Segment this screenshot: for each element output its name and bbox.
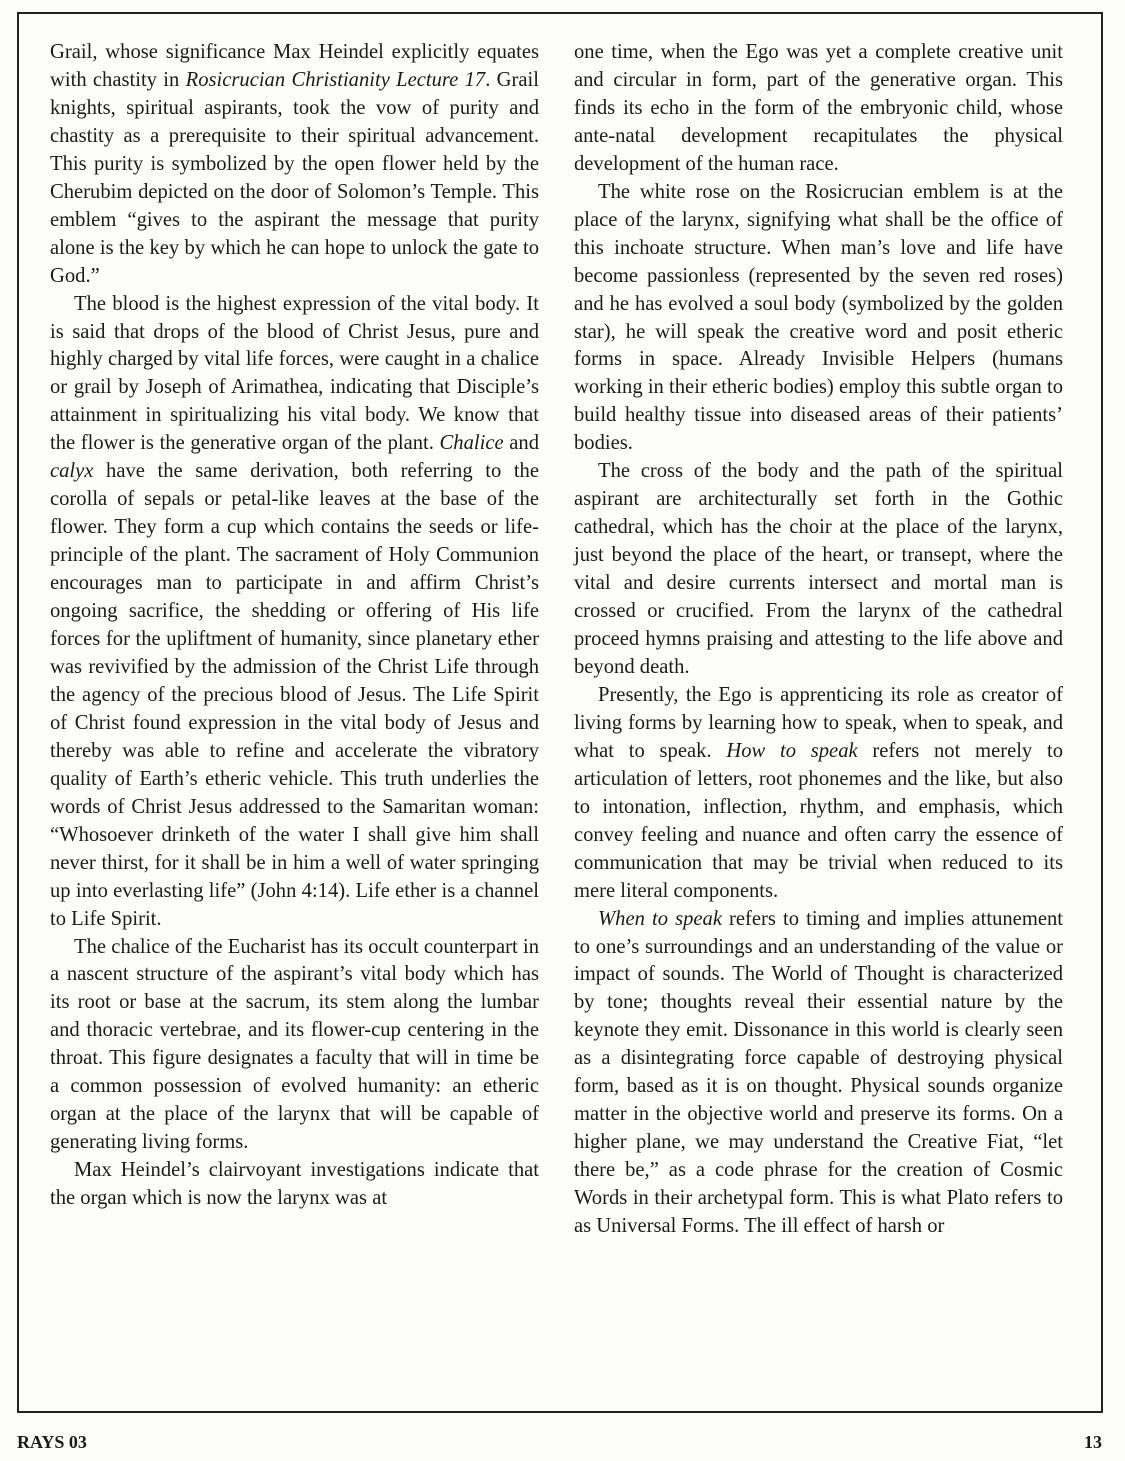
paragraph: The cross of the body and the path of the spiritual aspirant are architecturally set forth in the Gothic cathedral, which has the choir at the place of the larynx, just beyond the place of the heart, or transept, where the vital and desire currents intersect and mortal man is crossed or crucified. From the larynx of the cathedral proceed hymns praising and attesting to the life above and beyond death.: [574, 460, 1063, 678]
paragraph: Max Heindel’s clairvoyant investigations indicate that the organ which is now the larynx was at: [50, 1159, 539, 1210]
footer-publication: RAYS 03: [17, 1432, 87, 1452]
paragraph: one time, when the Ego was yet a complete creative unit and circular in form, part of the generative organ. This finds its echo in the form of the embryonic child, whose ante-natal development recapitulates the physical development of the human race.: [574, 41, 1063, 175]
paragraph: When to speak refers to timing and implies attunement to one’s surroundings and an understanding of the value or impact of sounds. The World of Thought is characterized by tone; thoughts reveal their essential nature by the keynote they emit. Dissonance in this world is clearly seen as a disintegrating force capable of destroying physical form, based as it is on thought. Physical sounds organize matter in the objective world and preserve its forms. On a higher plane, we may understand the Creative Fiat, “let there be,” as a code phrase for the creation of Cosmic Words in their archetypal form. This is what Plato refers to as Universal Forms. The ill effect of harsh or: [574, 907, 1064, 1238]
paragraph: Grail, whose significance Max Heindel explicitly equates with chastity in Rosicrucian Christianity Lecture 17. Grail knights, spiritual aspirants, took the vow of purity and chastity as a prerequisite to their spiritual advancement. This purity is symbolized by the open flower held by the Cherubim depicted on the door of Solomon’s Temple. This emblem “gives to the aspirant the message that purity alone is the key by which he can hope to unlock the gate to God.”: [50, 41, 539, 287]
paragraph: The white rose on the Rosicrucian emblem is at the place of the larynx, signifying what shall be the office of this inchoate structure. When man’s love and life have become passionless (represented by the seven red roses) and he has evolved a soul body (symbolized by the golden star), he will speak the creative word and posit etheric forms in space. Already Invisible Helpers (humans working in their etheric bodies) employ this subtle organ to build healthy tissue into diseased areas of their patients’ bodies.: [574, 180, 1063, 455]
right-column: [574, 39, 1063, 1241]
paragraph: The blood is the highest expression of the vital body. It is said that drops of the blood of Christ Jesus, pure and highly charged by vital life forces, were caught in a chalice or grail by Joseph of Arimathea, indicating that Disciple’s attainment in spiritualizing his vital body. We know that the flower is the generative organ of the plant. Chalice and calyx have the same derivation, both referring to the corolla of sepals or petal-like leaves at the base of the flower. They form a cup which contains the seeds or life-principle of the plant. The sacrament of Holy Communion encourages man to participate in and affirm Christ’s ongoing sacrifice, the shedding or offering of His life forces for the upliftment of humanity, since planetary ether was revivified by the admission of the Christ Life through the agency of the precious blood of Jesus. The Life Spirit of Christ found expression in the vital body of Jesus and thereby was able to refine and accelerate the vibratory quality of Earth’s etheric vehicle. This truth underlies the words of Christ Jesus addressed to the Samaritan woman: “Whosoever drinketh of the water I shall give him shall never thirst, for it shall be in him a well of water springing up into everlasting life” (John 4:14). Life ether is a channel to Life Spirit.: [50, 292, 539, 930]
left-column: [50, 39, 539, 1213]
footer-page-number: 13: [1084, 1432, 1102, 1452]
paragraph: Presently, the Ego is apprenticing its role as creator of living forms by learning how to speak, when to speak, and what to speak. How to speak refers not merely to articulation of letters, root phonemes and the like, but also to intonation, inflection, rhythm, and emphasis, which convey feeling and nuance and often carry the essence of communication that may be trivial when reduced to its mere literal components.: [574, 683, 1063, 902]
paragraph: The chalice of the Eucharist has its occult counterpart in a nascent structure of the aspirant’s vital body which has its root or base at the sacrum, its stem along the lumbar and thoracic vertebrae, and its flower-cup centering in the throat. This figure designates a faculty that will in time be a common possession of evolved humanity: an etheric organ at the place of the larynx that will be capable of generating living forms.: [50, 935, 539, 1154]
